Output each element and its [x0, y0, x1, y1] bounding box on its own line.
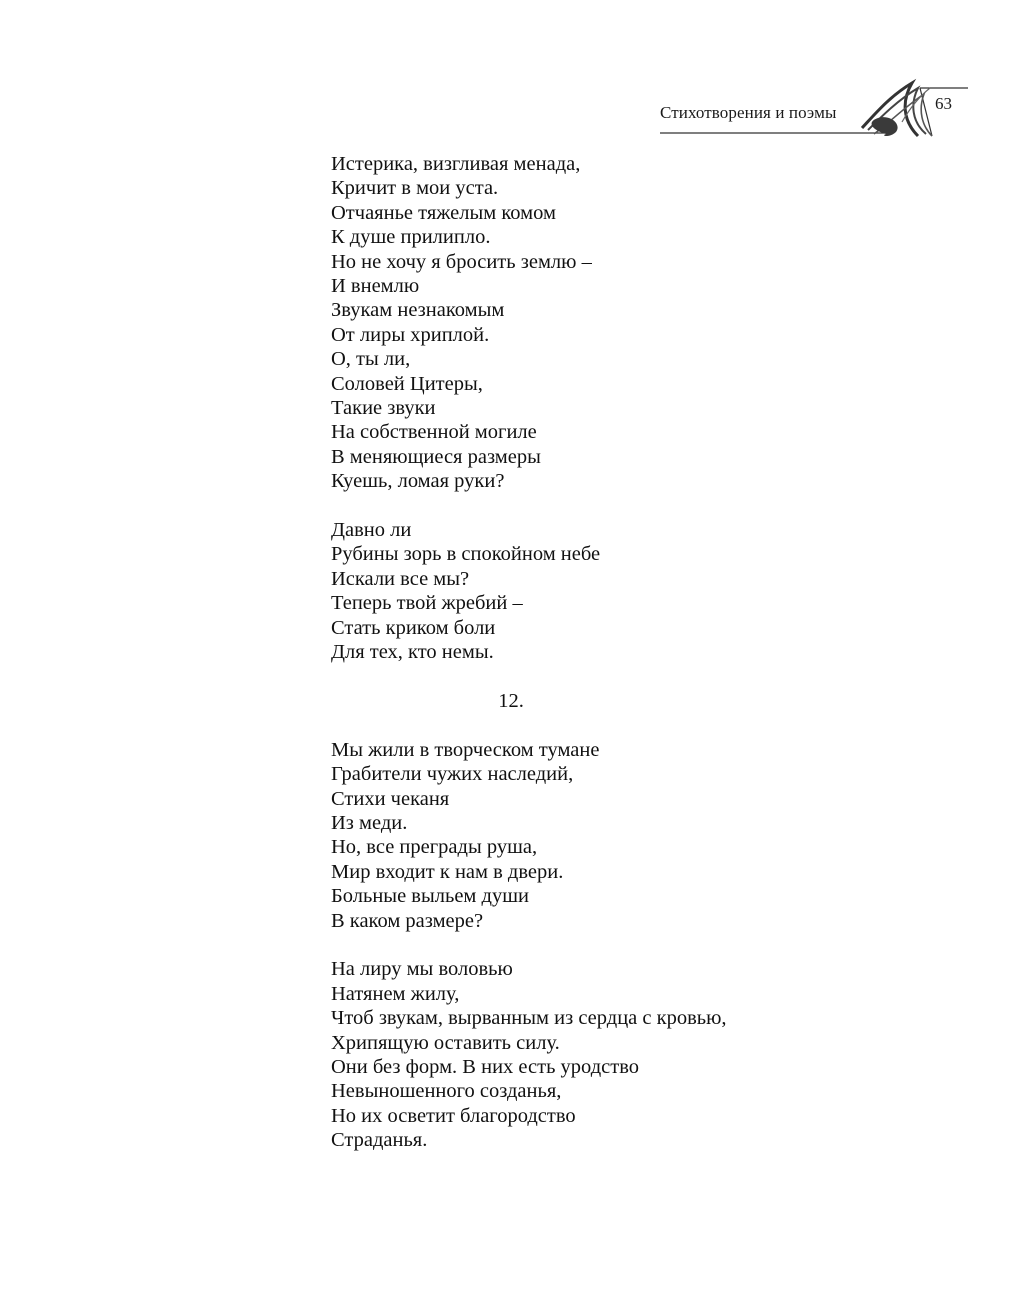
stanza: [331, 957, 871, 1152]
poem-line: Такие звуки: [331, 397, 436, 420]
poem-line: От лиры хриплой.: [331, 323, 490, 346]
poem-line: Соловей Цитеры,: [331, 372, 483, 395]
poem-line: И внемлю: [331, 275, 420, 298]
poem-line: Стихи чеканя: [331, 787, 450, 810]
poem-line: Искали все мы?: [331, 567, 470, 590]
poem-line: На собственной могиле: [331, 421, 537, 444]
poem-line: Чтоб звукам, вырванным из сердца с кровью,: [331, 1007, 727, 1030]
poem-line: Мы жили в творческом тумане: [331, 738, 600, 761]
poem-line: Но, все преграды руша,: [331, 836, 538, 859]
poem-line: На лиру мы воловью: [331, 958, 513, 981]
stanza: [331, 518, 871, 664]
poem-line: Хрипящую оставить силу.: [331, 1031, 560, 1054]
poem-text: [331, 152, 871, 1153]
poem-line: Звукам незнакомым: [331, 299, 505, 322]
poem-line: Но их осветит благородство: [331, 1104, 576, 1127]
poem-line: Больные выльем души: [331, 885, 529, 908]
poem-line: Но не хочу я бросить землю –: [331, 250, 592, 273]
page-number: 63: [935, 94, 952, 113]
poem-line: Куешь, ломая руки?: [331, 470, 505, 493]
poem-line: Страданья.: [331, 1129, 428, 1152]
poem-line: Кричит в мои уста.: [331, 177, 499, 200]
stanza: [331, 738, 871, 933]
poem-line: Невыношенного созданья,: [331, 1080, 562, 1103]
poem-line: Они без форм. В них есть уродство: [331, 1055, 639, 1078]
poem-line: Мир входит к нам в двери.: [331, 860, 564, 883]
page-header: [640, 78, 980, 148]
running-title: Стихотворения и поэмы: [660, 103, 837, 122]
poem-line: Рубины зорь в спокойном небе: [331, 543, 601, 566]
poem-line: Истерика, визгливая менада,: [331, 153, 581, 175]
poem-line: Натянем жилу,: [331, 982, 460, 1005]
poem-line: В каком размере?: [331, 909, 484, 932]
poem-line: Отчаянье тяжелым комом: [331, 201, 556, 224]
poem-line: В меняющиеся размеры: [331, 445, 541, 468]
poem-line: О, ты ли,: [331, 348, 411, 371]
poem-line: Для тех, кто немы.: [331, 641, 494, 664]
poem-line: Теперь твой жребий –: [331, 592, 523, 615]
poem-line: К душе прилипло.: [331, 226, 491, 249]
stanza: [331, 152, 871, 494]
poem-line: Из меди.: [331, 811, 408, 834]
poem-line: Стать криком боли: [331, 616, 496, 639]
poem-line: Давно ли: [331, 519, 412, 542]
poem-line: Грабители чужих наследий,: [331, 763, 574, 786]
section-number: 12.: [498, 689, 524, 712]
